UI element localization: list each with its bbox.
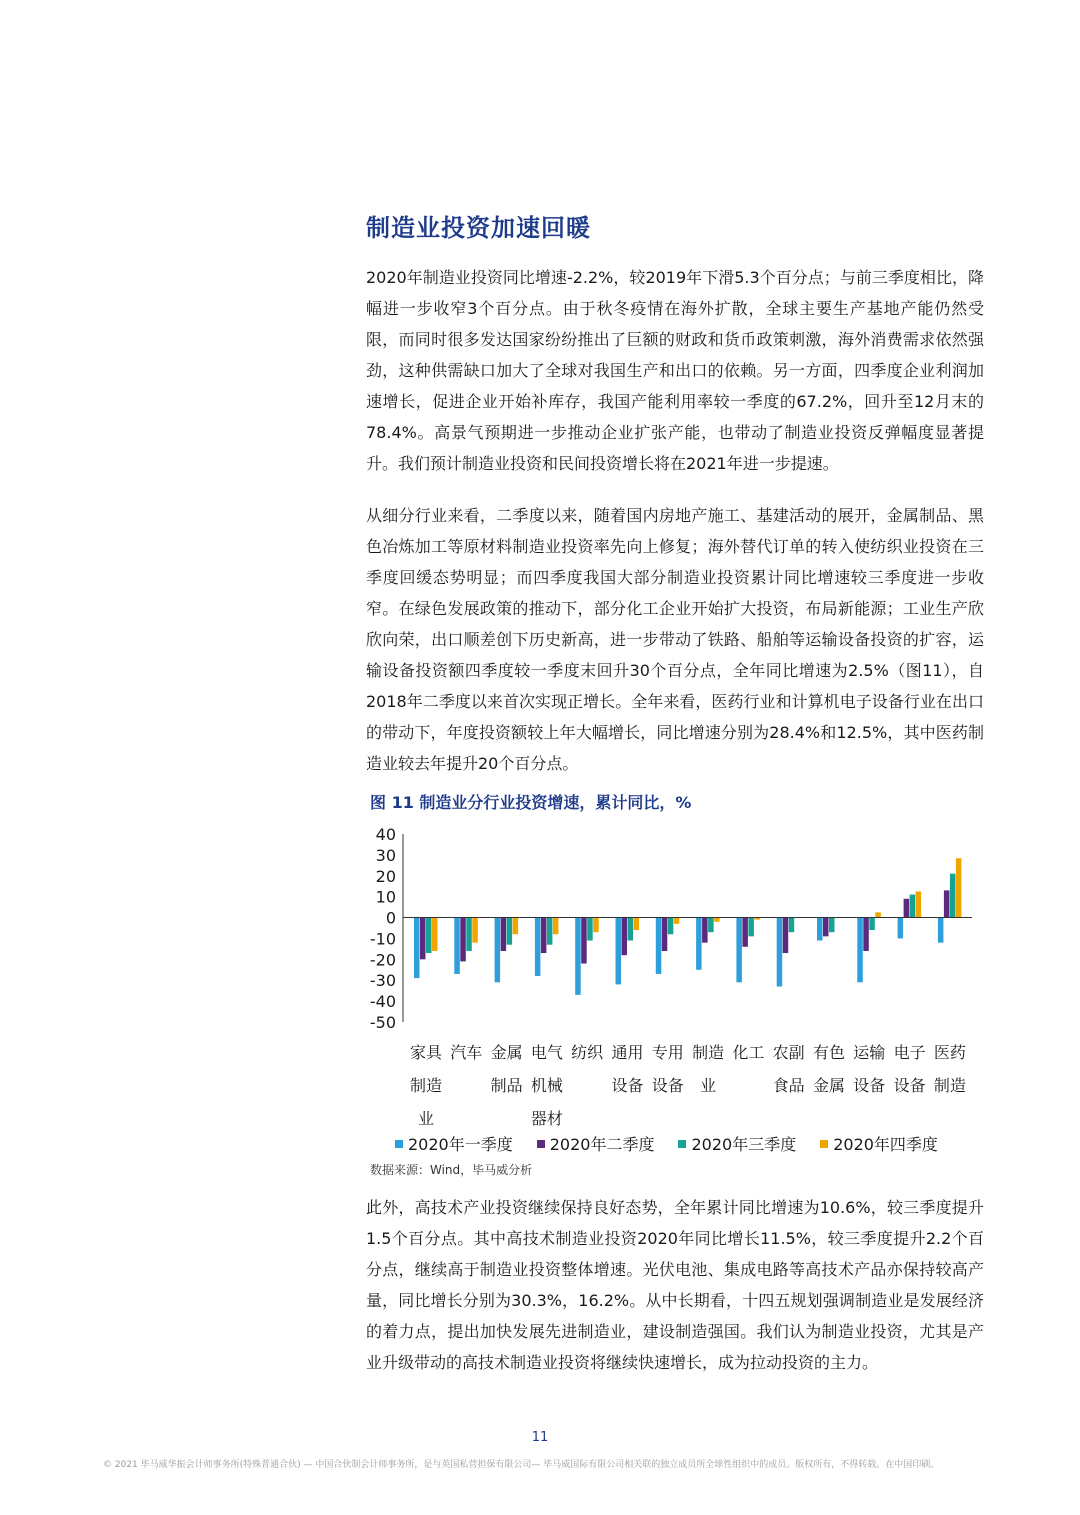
y-tick-label: 20 (375, 866, 396, 886)
bar (460, 918, 466, 962)
category-label (728, 1036, 768, 1069)
category-label (406, 1036, 446, 1135)
bar (702, 918, 708, 943)
page-number: 11 (531, 1430, 549, 1445)
bar (535, 918, 541, 976)
category-label-line: 化工 (732, 1043, 765, 1062)
bar (513, 918, 519, 935)
bar (432, 918, 438, 951)
bar (748, 918, 754, 937)
category-label-line: 设备 (893, 1076, 926, 1095)
category-label-line: 金属 (812, 1076, 845, 1095)
category-label-line: 专用 (651, 1043, 684, 1062)
bar (454, 918, 460, 974)
bar (829, 918, 835, 933)
bar (575, 918, 581, 995)
category-label (527, 1036, 567, 1135)
bar (616, 918, 622, 985)
bar (823, 918, 829, 937)
category-label (930, 1036, 970, 1102)
bar (950, 874, 956, 918)
category-label-line: 电子 (893, 1043, 926, 1062)
bar (898, 918, 904, 939)
bar (857, 918, 863, 983)
category-label-line: 通用 (611, 1043, 644, 1062)
category-label-line: 纺织 (571, 1043, 604, 1062)
category-label-line: 设备 (651, 1076, 684, 1095)
category-label-line: 设备 (853, 1076, 886, 1095)
y-tick-label: -40 (369, 992, 396, 1012)
bar (622, 918, 628, 956)
y-tick-label: 10 (375, 887, 396, 907)
category-label-line: 业 (417, 1109, 434, 1128)
category-label (487, 1036, 527, 1102)
section-title: 制造业投资加速回暖 (366, 214, 591, 242)
legend-label: 2020年二季度 (549, 1135, 655, 1154)
bar (553, 918, 559, 935)
legend-item (820, 1132, 938, 1155)
legend-swatch (820, 1140, 828, 1148)
y-tick-label: -50 (369, 1013, 396, 1030)
bar (742, 918, 748, 947)
bar (541, 918, 547, 954)
category-label (648, 1036, 688, 1102)
figure-title: 图 11 制造业分行业投资增速，累计同比，% (370, 793, 692, 812)
category-label-line: 汽车 (450, 1043, 483, 1062)
paragraph-1: 2020年制造业投资同比增速-2.2%，较2019年下滑5.3个百分点；与前三季度相比，降幅进一步收窄3个百分点。由于秋冬疫情在海外扩散，全球主要生产基地产能仍然受限，而同时很多发达国家纷纷推出了巨额的财政和货币政策刺激，海外消费需求依然强劲，这种供需缺口加大了全球对我国生产和出口的依赖。另一方面，四季度企业利润加速增长，促进企业开始补库存，我国产能利用率较一季度的67.2%，回升至12月末的78.4%。高景气预期进一步推动企业扩张产能，也带动了制造业投资反弹幅度显著提升。我们预计制造业投资和民间投资增长将在2021年进一步提速。 (366, 268, 984, 473)
paragraph-3: 此外，高技术产业投资继续保持良好态势，全年累计同比增速为10.6%，较三季度提升1.5个百分点。其中高技术制造业投资2020年同比增长11.5%，较三季度提升2.2个百分点，继续高于制造业投资整体增速。光伏电池、集成电路等高技术产品亦保持较高产量，同比增长分别为30.3%，16.2%。从中长期看，十四五规划强调制造业是发展经济的着力点，提出加快发展先进制造业，建设制造强国。我们认为制造业投资，尤其是产业升级带动的高技术制造业投资将继续快速增长，成为拉动投资的主力。 (366, 1198, 984, 1372)
investment-growth-chart (360, 820, 980, 1030)
bar (587, 918, 593, 941)
y-tick-label: -30 (369, 971, 396, 991)
bar (420, 918, 426, 960)
category-label-line: 机械 (530, 1076, 563, 1095)
paragraph-2: 从细分行业来看，二季度以来，随着国内房地产施工、基建活动的展开，金属制品、黑色冶炼加工等原材料制造业投资率先向上修复；海外替代订单的转入使纺织业投资在三季度回缓态势明显；而四季度我国大部分制造业投资累计同比增速较三季度进一步收窄。在绿色发展政策的推动下，部分化工企业开始扩大投资，布局新能源；工业生产欣欣向荣，出口顺差创下历史新高，进一步带动了铁路、船舶等运输设备投资的扩容，运输设备投资额四季度较一季度末回升30个百分点，全年同比增速为2.5%（图11），自2018年二季度以来首次实现正增长。全年来看，医药行业和计算机电子设备行业在出口的带动下，年度投资额较上年大幅增长，同比增速分别为28.4%和12.5%，其中医药制造业较去年提升20个百分点。 (366, 506, 984, 773)
legend-item (678, 1132, 796, 1155)
category-label-line: 制品 (490, 1076, 523, 1095)
bar (708, 918, 714, 933)
category-label-line: 制造 (692, 1043, 725, 1062)
bar (593, 918, 599, 933)
bar (501, 918, 507, 951)
category-label (769, 1036, 809, 1102)
category-label-line: 器材 (530, 1109, 563, 1128)
bar (674, 918, 680, 924)
bar (783, 918, 789, 954)
bar (875, 912, 881, 917)
category-label (446, 1036, 486, 1069)
data-source: 数据来源：Wind，毕马威分析 (370, 1163, 533, 1177)
bar (581, 918, 587, 964)
category-label-line: 运输 (853, 1043, 886, 1062)
y-tick-label: 30 (375, 845, 396, 865)
category-label-line: 家具 (409, 1043, 442, 1062)
legend-item (537, 1132, 655, 1155)
bar (863, 918, 869, 951)
category-label-line: 设备 (611, 1076, 644, 1095)
bar (634, 918, 640, 931)
bar (956, 858, 962, 917)
category-label-line: 金属 (490, 1043, 523, 1062)
category-label-line: 农副 (772, 1043, 805, 1062)
category-label-line: 食品 (772, 1076, 805, 1095)
bar (656, 918, 662, 974)
bar (777, 918, 783, 987)
bar (426, 918, 432, 954)
category-label-line: 制造 (409, 1076, 442, 1095)
category-label (688, 1036, 728, 1102)
bar (668, 918, 674, 935)
y-tick-label: -20 (369, 950, 396, 970)
bar (547, 918, 553, 945)
bar (916, 891, 922, 917)
bar (507, 918, 512, 945)
bar (628, 918, 634, 941)
copyright-footer: © 2021 毕马威华振会计师事务所(特殊普通合伙) — 中国合伙制会计师事务所，是与英国私营担保有限公司— 毕马威国际有限公司相关联的独立成员所全球性组织中的成员。版权所有，不得转载。在中国印刷。 (103, 1460, 940, 1470)
bar (904, 899, 910, 918)
category-label (890, 1036, 930, 1102)
y-tick-label: 40 (375, 825, 396, 844)
category-label-line: 制造 (933, 1076, 966, 1095)
bar (472, 918, 478, 943)
legend-item (395, 1132, 513, 1155)
legend-swatch (395, 1140, 403, 1148)
bar (910, 895, 916, 918)
category-label (809, 1036, 849, 1102)
legend-swatch (678, 1140, 686, 1148)
bar (938, 918, 944, 943)
category-label (567, 1036, 607, 1069)
legend-swatch (537, 1140, 545, 1148)
bar (495, 918, 501, 983)
category-label-line: 业 (700, 1076, 717, 1095)
bar (466, 918, 472, 951)
bar (662, 918, 668, 951)
category-label-line: 有色 (812, 1043, 845, 1062)
legend-label: 2020年四季度 (833, 1135, 938, 1154)
legend-label: 2020年三季度 (691, 1135, 797, 1154)
bar (789, 918, 795, 933)
bar (414, 918, 420, 979)
bar (696, 918, 702, 970)
chart-legend (395, 1132, 938, 1155)
y-tick-label: -10 (369, 929, 396, 949)
category-label (608, 1036, 648, 1102)
legend-label: 2020年一季度 (408, 1135, 513, 1154)
category-label (849, 1036, 889, 1102)
category-label-line: 医药 (933, 1043, 966, 1062)
bar (736, 918, 742, 983)
bar (817, 918, 823, 941)
category-label-line: 电气 (530, 1043, 563, 1062)
y-tick-label: 0 (385, 908, 396, 928)
bar (714, 918, 720, 922)
bar (944, 890, 950, 917)
bar (869, 918, 875, 931)
